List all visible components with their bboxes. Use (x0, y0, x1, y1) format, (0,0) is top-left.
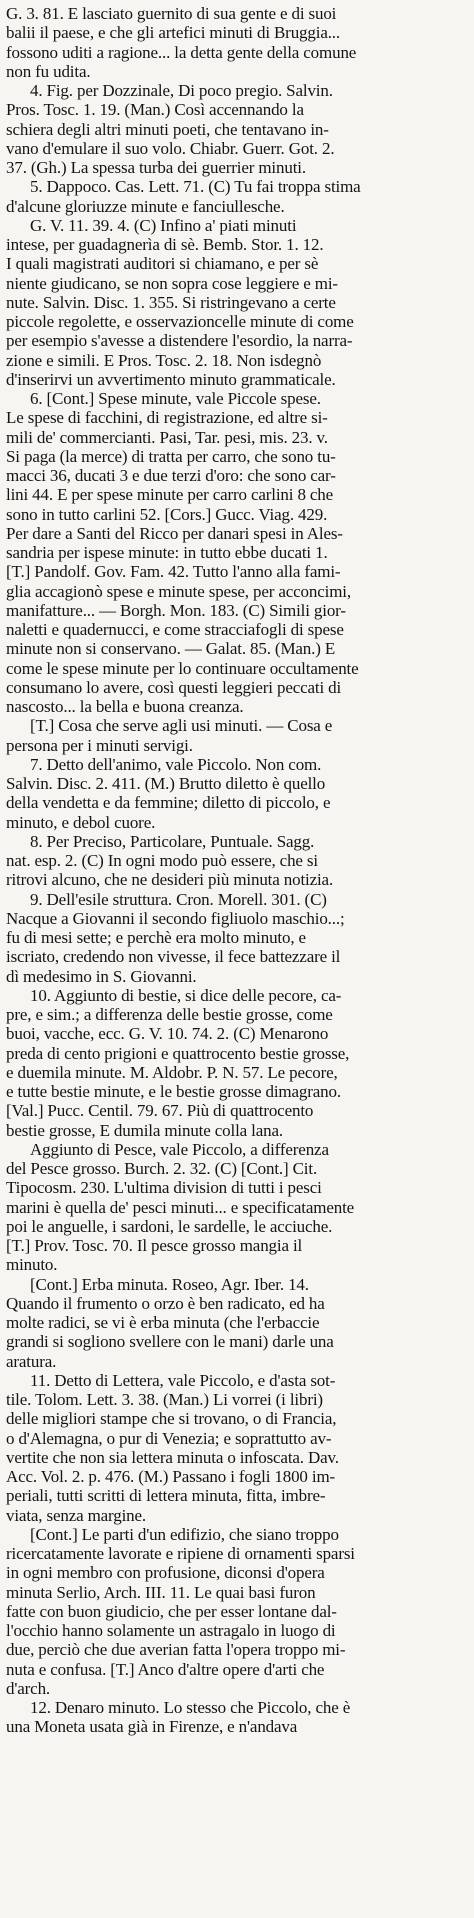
text-line: persona per i minuti servigi. (6, 735, 193, 755)
text-line: Acc. Vol. 2. p. 476. (M.) Passano i fogli 1800 im- (6, 1467, 336, 1486)
text-line: due, perciò che due averian fatta l'opera troppo mi- (6, 1640, 346, 1660)
text-line: per esempio s'avesse a distendere l'esordio, la narra- (6, 331, 353, 351)
text-line: d'arch. (6, 1678, 51, 1698)
text-line: sandria per ispese minute: in tutto ebbe ducati 1. (6, 543, 328, 562)
text-line: poi le anguelle, i sardoni, le sardelle, le acciuche. (6, 1216, 333, 1236)
text-line: G. 3. 81. E lasciato guernito di sua gente e di suoi (6, 4, 337, 23)
text-line: naletti e quadernucci, e come stracciafogli di spese (6, 620, 344, 639)
text-line: balii il paese, e che gli artefici minuti di Bruggia... (6, 23, 341, 43)
text-line: non fu udita. (6, 61, 91, 81)
sense-heading: 12. Denaro minuto. Lo stesso che Piccolo, che è (30, 1698, 351, 1717)
text-line: [T.] Cosa che serve agli usi minuti. — Cosa e (30, 716, 333, 736)
text-line: G. V. 11. 39. 4. (C) Infino a' piati minuti (30, 215, 297, 235)
sense-heading: 4. Fig. per Dozzinale, Di poco pregio. Salvin. (30, 81, 333, 100)
text-line: marini è quella de' pesci minuti... e specificatamente (6, 1197, 355, 1217)
text-line: l'occhio hanno solamente un astragalo in luogo di (6, 1621, 336, 1640)
text-line: dì medesimo in S. Giovanni. (6, 966, 197, 986)
text-line: fatte con buon giudicio, che per esser lontane dal- (6, 1601, 337, 1621)
text-line: minuta Serlio, Arch. III. 11. Le quai basi furon (6, 1582, 316, 1602)
text-line: d'alcune gloriuzze minute e fanciullesche. (6, 196, 285, 216)
text-line: schiera degli altri minuti poeti, che tentavano in- (6, 119, 329, 139)
text-line: bestie grosse, E dumila minute colla lana. (6, 1120, 283, 1140)
text-line: Quando il frumento o orzo è ben radicato, ed ha (6, 1293, 325, 1313)
sense-heading: 9. Dell'esile struttura. Cron. Morell. 301. (C) (30, 889, 327, 909)
text-line: mili de' commercianti. Pasi, Tar. pesi, mis. 23. v. (6, 427, 328, 447)
text-line: pre, e sim.; a differenza delle bestie grosse, come (6, 1005, 333, 1024)
text-line: [Cont.] Erba minuta. Roseo, Agr. Iber. 14. (30, 1274, 309, 1294)
text-line: vano d'emulare il suo volo. Chiabr. Guerr. Got. 2. (6, 138, 335, 158)
text-line: Pros. Tosc. 1. 19. (Man.) Così accennando la (6, 100, 304, 120)
text-line: [T.] Prov. Tosc. 70. Il pesce grosso mangia il (6, 1236, 303, 1255)
text-line: manifatture... — Borgh. Mon. 183. (C) Simili gior- (6, 600, 346, 620)
text-line: consumano lo avere, così questi leggieri peccati di (6, 677, 342, 697)
text-line: [Val.] Pucc. Centil. 79. 67. Più di quattrocento (6, 1101, 314, 1121)
text-line: nuta e confusa. [T.] Anco d'altre opere d'arti che (6, 1659, 325, 1679)
text-line: [T.] Pandolf. Gov. Fam. 42. Tutto l'anno alla fami- (6, 562, 341, 582)
text-line: una Moneta usata già in Firenze, e n'andava (6, 1717, 298, 1737)
text-line: come le spese minute per lo continuare occultamente (6, 658, 359, 678)
text-line: in ogni membro con profusione, diconsi d'opera (6, 1563, 325, 1583)
text-line: minuto, e debol cuore. (6, 812, 156, 832)
text-line: e duemila minute. M. Aldobr. P. N. 57. Le pecore, (6, 1062, 338, 1082)
text-line: fu di mesi sette; e perchè era molto minuto, e (6, 928, 306, 947)
text-line: d'inserirvi un avvertimento minuto grammaticale. (6, 369, 336, 389)
text-line: vertite che non sia lettera minuta o infoscata. Dav. (6, 1447, 339, 1467)
text-line: niente giudicano, se non sopra cose leggiere e mi- (6, 273, 338, 293)
sense-heading: 7. Detto dell'animo, vale Piccolo. Non com. (30, 754, 322, 774)
text-line: fossono uditi a ragione... la detta gente della comune (6, 42, 357, 62)
text-line: nat. esp. 2. (C) In ogni modo può essere, che si (6, 851, 318, 870)
text-line: minute non si conservano. — Galat. 85. (Man.) E (6, 639, 336, 659)
text-line: I quali magistrati auditori si chiamano, e per sè (6, 254, 319, 274)
text-line: macci 36, ducati 3 e due terzi d'oro: che sono car- (6, 466, 336, 485)
text-line: Aggiunto di Pesce, vale Piccolo, a differenza (30, 1139, 329, 1159)
text-line: delle migliori stampe che si trovano, o di Francia, (6, 1409, 337, 1429)
text-line: molte radici, se vi è erba minuta (che l'erbaccie (6, 1313, 320, 1332)
sense-heading: 5. Dappoco. Cas. Lett. 71. (C) Tu fai troppa stima (30, 177, 361, 197)
text-line: zione e simili. E Pros. Tosc. 2. 18. Non isdegnò (6, 350, 322, 370)
text-line: ricercatamente lavorate e ripiene di ornamenti sparsi (6, 1544, 355, 1563)
text-line: Tipocosm. 230. L'ultima division di tutti i pesci (6, 1178, 322, 1198)
text-line: viata, senza margine. (6, 1505, 147, 1525)
sense-heading: 6. [Cont.] Spese minute, vale Piccole spese. (30, 389, 321, 408)
text-line: ritrovi alcuno, che ne desideri più minuta notizia. (6, 870, 334, 890)
text-line: glia accagionò spese e minute spese, per acconcimi, (6, 581, 351, 601)
text-line: o d'Alemagna, o pur di Venezia; e soprattutto av- (6, 1428, 332, 1448)
text-line: sono in tutto carlini 52. [Cors.] Gucc. Viag. 429. (6, 504, 328, 524)
text-line: del Pesce grosso. Burch. 2. 32. (C) [Cont.] Cit. (6, 1159, 318, 1178)
text-line: piccole regolette, e osservazioncelle minute di come (6, 312, 354, 331)
text-line: iscriato, credendo non vivesse, il fece battezzare il (6, 947, 341, 967)
text-line: Per dare a Santi del Ricco per danari spesi in Ales- (6, 523, 343, 543)
text-line: periali, tutti scritti di lettera minuta, fitta, imbre- (6, 1486, 326, 1506)
text-line: minuto. (6, 1255, 58, 1275)
text-line: preda di cento prigioni e quattrocento bestie grosse, (6, 1043, 350, 1063)
text-line: nute. Salvin. Disc. 1. 355. Si ristringevano a certe (6, 292, 336, 312)
text-line: [Cont.] Le parti d'un edifizio, che siano troppo (30, 1524, 339, 1544)
text-line: Le spese di facchini, di registrazione, ed altre si- (6, 408, 328, 428)
sense-heading: 10. Aggiunto di bestie, si dice delle pecore, ca- (30, 985, 342, 1005)
text-line: tile. Tolom. Lett. 3. 38. (Man.) Li vorrei (i libri) (6, 1390, 323, 1409)
sense-heading: 11. Detto di Lettera, vale Piccolo, e d'asta sot- (30, 1370, 336, 1390)
sense-heading: 8. Per Preciso, Particolare, Puntuale. Sagg. (30, 831, 315, 851)
text-line: buoi, vacche, ecc. G. V. 10. 74. 2. (C) Menarono (6, 1024, 329, 1044)
text-line: della vendetta e da femmine; diletto di piccolo, e (6, 793, 331, 813)
text-line: lini 44. E per spese minute per carro carlini 8 che (6, 485, 334, 505)
text-line: Si paga (la merce) di tratta per carro, che sono tu- (6, 446, 336, 466)
text-line: aratura. (6, 1351, 57, 1371)
text-line: grandi si sogliono svellere con le mani) darle una (6, 1332, 334, 1352)
text-line: 37. (Gh.) La spessa turba dei guerrier minuti. (6, 158, 306, 177)
text-line: intese, per guadagnerìa di sè. Bemb. Stor. 1. 12. (6, 235, 324, 254)
text-line: nascosto... la bella e buona creanza. (6, 697, 244, 716)
text-line: Salvin. Disc. 2. 411. (M.) Brutto diletto è quello (6, 774, 326, 793)
text-line: e tutte bestie minute, e le bestie grosse dimagrano. (6, 1082, 341, 1101)
text-line: Nacque a Giovanni il secondo figliuolo maschio...; (6, 908, 345, 928)
